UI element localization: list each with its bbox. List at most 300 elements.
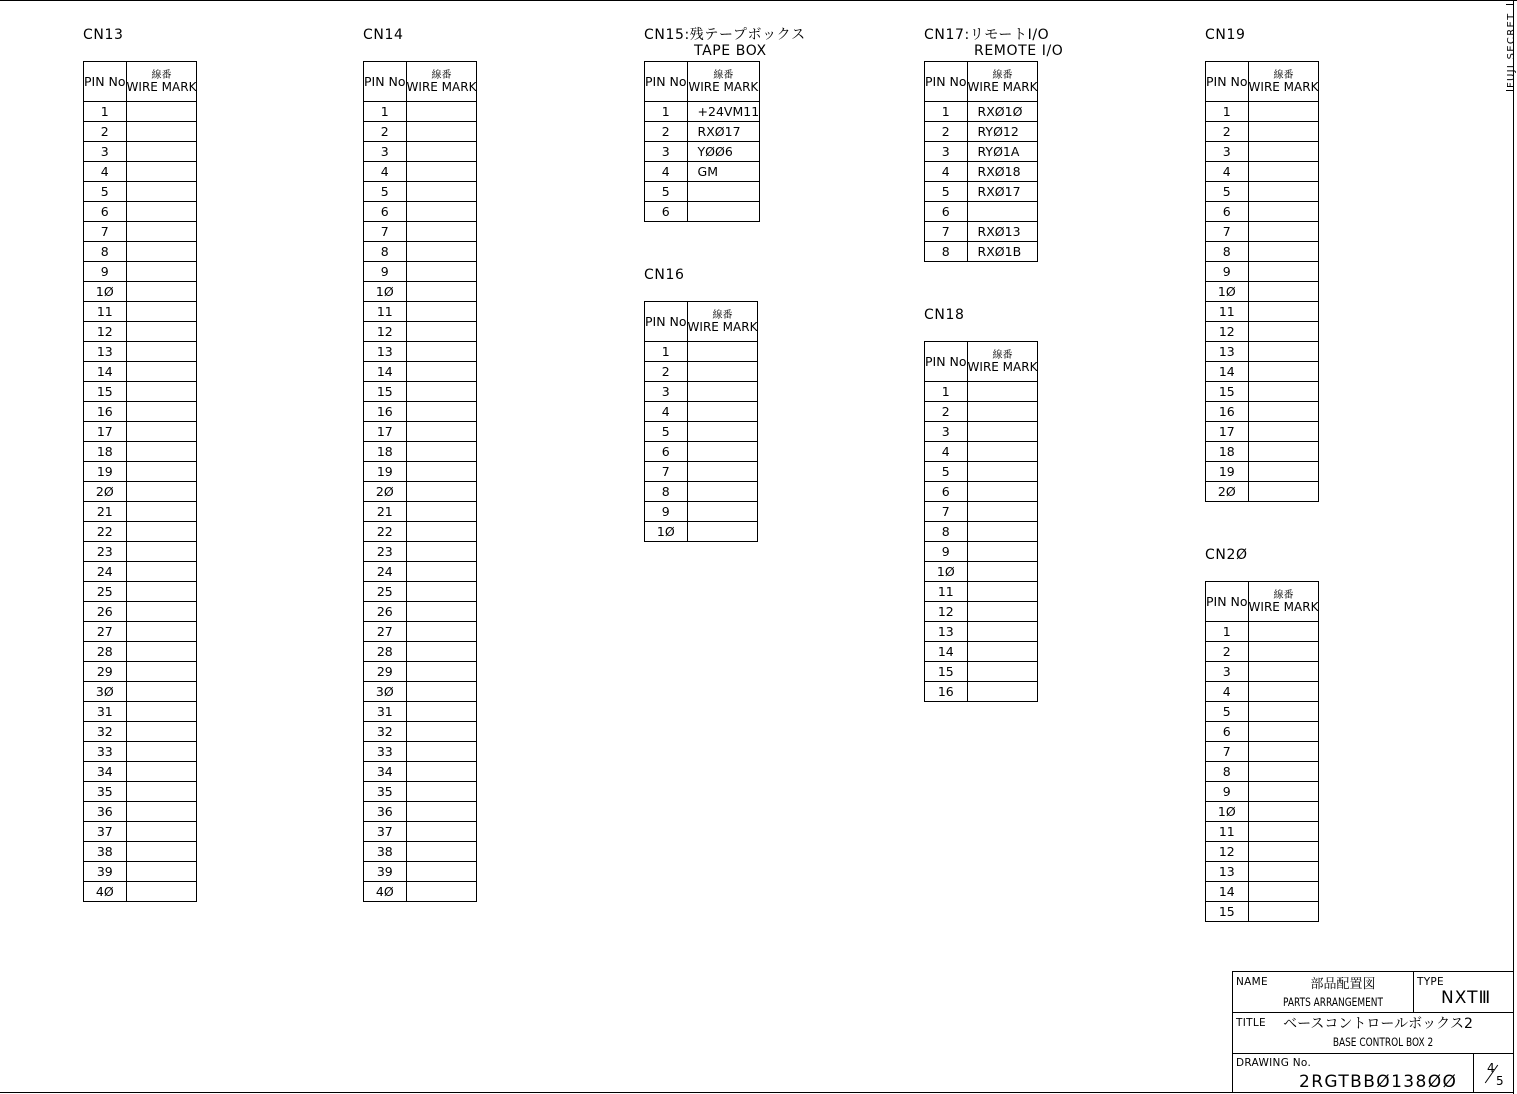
wire-mark (126, 862, 197, 882)
pin-row (645, 142, 760, 162)
pin-row (84, 882, 197, 902)
wire-mark (967, 462, 1038, 482)
wire-mark (687, 482, 758, 502)
pin-table (644, 301, 758, 542)
pin-number: 1 (645, 102, 688, 122)
pin-row (84, 142, 197, 162)
pin-table (83, 61, 197, 902)
pin-number: 2Ø (364, 482, 407, 502)
wire-mark (1248, 242, 1319, 262)
pin-number: 2 (645, 122, 688, 142)
wire-mark-header (967, 342, 1038, 382)
pin-number: 38 (84, 842, 127, 862)
pin-number: 4 (1206, 682, 1249, 702)
pin-row (1206, 322, 1319, 342)
pin-number: 25 (84, 582, 127, 602)
pin-number: 15 (364, 382, 407, 402)
pin-number: 21 (364, 502, 407, 522)
pin-row (645, 122, 760, 142)
wire-mark (126, 502, 197, 522)
pin-row (925, 142, 1038, 162)
pin-number: 1Ø (1206, 282, 1249, 302)
pin-no-header: PIN No (645, 62, 688, 102)
pin-row (364, 662, 477, 682)
pin-number: 26 (364, 602, 407, 622)
pin-row (364, 762, 477, 782)
frame-top-border (0, 0, 1517, 1)
pin-row (364, 162, 477, 182)
pin-row (364, 402, 477, 422)
pin-number: 11 (84, 302, 127, 322)
connector-title: CN2Ø (1205, 547, 1248, 563)
pin-number: 1 (84, 102, 127, 122)
pin-row (364, 222, 477, 242)
wire-mark (126, 742, 197, 762)
pin-number: 6 (645, 202, 688, 222)
wire-mark (1248, 782, 1319, 802)
pin-number: 12 (1206, 842, 1249, 862)
pin-number: 4 (1206, 162, 1249, 182)
wire-mark (126, 682, 197, 702)
wire-mark (1248, 142, 1319, 162)
wire-mark (406, 262, 477, 282)
wire-mark (406, 122, 477, 142)
pin-row (645, 102, 760, 122)
pin-row (1206, 882, 1319, 902)
pin-number: 14 (1206, 362, 1249, 382)
pin-row (84, 362, 197, 382)
pin-number: 29 (84, 662, 127, 682)
drawing-no-caption: DRAWING No. (1236, 1057, 1312, 1069)
pin-row (925, 202, 1038, 222)
pin-number: 16 (1206, 402, 1249, 422)
pin-row (1206, 482, 1319, 502)
pin-number: 8 (84, 242, 127, 262)
wire-mark (406, 422, 477, 442)
pin-row (364, 742, 477, 762)
pin-number: 15 (84, 382, 127, 402)
pin-row (364, 502, 477, 522)
pin-number: 37 (364, 822, 407, 842)
wire-mark (126, 362, 197, 382)
wire-mark (1248, 362, 1319, 382)
pin-row (1206, 162, 1319, 182)
pin-row (1206, 242, 1319, 262)
pin-number: 7 (84, 222, 127, 242)
wire-mark (1248, 722, 1319, 742)
pin-row (84, 202, 197, 222)
wire-mark-header-jp: 線番 (992, 70, 1013, 81)
wire-mark: RYØ1A (967, 142, 1038, 162)
pin-number: 3 (364, 142, 407, 162)
pin-row (925, 162, 1038, 182)
pin-row (364, 102, 477, 122)
pin-number: 3 (84, 142, 127, 162)
wire-mark (967, 202, 1038, 222)
pin-table-header (1206, 62, 1319, 102)
title-block-divider (1233, 1012, 1514, 1013)
pin-number: 3 (1206, 662, 1249, 682)
pin-row (645, 462, 758, 482)
pin-row (84, 262, 197, 282)
wire-mark (126, 822, 197, 842)
pin-row (84, 442, 197, 462)
wire-mark (406, 682, 477, 702)
wire-mark (406, 202, 477, 222)
wire-mark-header-jp: 線番 (1273, 70, 1294, 81)
pin-number: 17 (364, 422, 407, 442)
wire-mark (1248, 702, 1319, 722)
pin-row (84, 482, 197, 502)
pin-row (1206, 702, 1319, 722)
pin-row (925, 562, 1038, 582)
wire-mark: RXØ1Ø (967, 102, 1038, 122)
wire-mark (406, 782, 477, 802)
pin-row (84, 422, 197, 442)
wire-mark (406, 702, 477, 722)
wire-mark (126, 482, 197, 502)
wire-mark (406, 862, 477, 882)
wire-mark (1248, 302, 1319, 322)
pin-row (84, 842, 197, 862)
wire-mark (406, 502, 477, 522)
pin-number: 5 (925, 462, 968, 482)
pin-row (84, 342, 197, 362)
pin-number: 5 (645, 182, 688, 202)
wire-mark (406, 742, 477, 762)
pin-number: 3Ø (84, 682, 127, 702)
title-en: BASE CONTROL BOX 2 (1332, 1035, 1434, 1049)
pin-number: 7 (1206, 222, 1249, 242)
wire-mark (126, 642, 197, 662)
connector-title: CN14 (363, 27, 404, 43)
wire-mark: YØØ6 (687, 142, 760, 162)
pin-number: 6 (1206, 202, 1249, 222)
wire-mark (967, 662, 1038, 682)
pin-number: 9 (925, 542, 968, 562)
wire-mark (967, 622, 1038, 642)
pin-number: 31 (364, 702, 407, 722)
pin-number: 6 (925, 482, 968, 502)
wire-mark (967, 442, 1038, 462)
pin-row (84, 642, 197, 662)
wire-mark (406, 462, 477, 482)
pin-row (84, 222, 197, 242)
pin-number: 4Ø (364, 882, 407, 902)
pin-row (364, 482, 477, 502)
pin-number: 24 (84, 562, 127, 582)
pin-number: 17 (1206, 422, 1249, 442)
wire-mark (126, 102, 197, 122)
pin-row (1206, 762, 1319, 782)
pin-row (84, 162, 197, 182)
pin-row (84, 322, 197, 342)
pin-row (84, 862, 197, 882)
connector-title: CN19 (1205, 27, 1246, 43)
wire-mark-header (126, 62, 197, 102)
pin-number: 14 (925, 642, 968, 662)
pin-number: 24 (364, 562, 407, 582)
wire-mark (1248, 742, 1319, 762)
pin-number: 21 (84, 502, 127, 522)
pin-row (364, 282, 477, 302)
wire-mark (687, 502, 758, 522)
wire-mark (406, 242, 477, 262)
pin-row (1206, 422, 1319, 442)
pin-number: 12 (925, 602, 968, 622)
pin-number: 16 (364, 402, 407, 422)
connector-title: CN18 (924, 307, 965, 323)
pin-row (364, 382, 477, 402)
pin-row (925, 122, 1038, 142)
wire-mark (126, 882, 197, 902)
pin-row (925, 622, 1038, 642)
pin-number: 15 (1206, 382, 1249, 402)
pin-row (84, 302, 197, 322)
pin-row (1206, 462, 1319, 482)
pin-number: 2 (925, 122, 968, 142)
pin-table-header (645, 302, 758, 342)
pin-row (364, 822, 477, 842)
pin-number: 18 (84, 442, 127, 462)
title-block (1232, 971, 1513, 1092)
pin-number: 13 (925, 622, 968, 642)
pin-number: 28 (84, 642, 127, 662)
wire-mark (1248, 282, 1319, 302)
wire-mark (967, 542, 1038, 562)
wire-mark (1248, 682, 1319, 702)
pin-number: 1 (1206, 622, 1249, 642)
pin-row (364, 202, 477, 222)
wire-mark (967, 382, 1038, 402)
pin-number: 1 (364, 102, 407, 122)
pin-number: 19 (364, 462, 407, 482)
wire-mark (406, 622, 477, 642)
wire-mark (1248, 862, 1319, 882)
pin-row (364, 682, 477, 702)
wire-mark (126, 342, 197, 362)
pin-number: 1Ø (84, 282, 127, 302)
pin-no-header: PIN No (925, 62, 968, 102)
pin-number: 3 (925, 422, 968, 442)
pin-row (84, 122, 197, 142)
wire-mark (1248, 762, 1319, 782)
pin-row (84, 182, 197, 202)
pin-number: 6 (84, 202, 127, 222)
pin-row (364, 362, 477, 382)
wire-mark: RXØ1B (967, 242, 1038, 262)
pin-row (645, 162, 760, 182)
pin-row (925, 422, 1038, 442)
pin-row (925, 222, 1038, 242)
pin-row (645, 362, 758, 382)
pin-row (1206, 302, 1319, 322)
wire-mark (406, 362, 477, 382)
pin-number: 1Ø (1206, 802, 1249, 822)
pin-number: 12 (84, 322, 127, 342)
pin-row (645, 422, 758, 442)
pin-row (1206, 182, 1319, 202)
wire-mark (1248, 162, 1319, 182)
pin-no-header: PIN No (1206, 582, 1249, 622)
pin-row (925, 102, 1038, 122)
wire-mark (1248, 482, 1319, 502)
pin-number: 27 (364, 622, 407, 642)
wire-mark (126, 762, 197, 782)
pin-row (645, 182, 760, 202)
wire-mark (406, 482, 477, 502)
pin-number: 34 (84, 762, 127, 782)
pin-row (1206, 442, 1319, 462)
wire-mark (687, 402, 758, 422)
pin-number: 39 (84, 862, 127, 882)
wire-mark (406, 822, 477, 842)
wire-mark (967, 502, 1038, 522)
pin-row (925, 682, 1038, 702)
pin-row (364, 342, 477, 362)
pin-number: 12 (1206, 322, 1249, 342)
pin-number: 33 (84, 742, 127, 762)
pin-table-header (925, 342, 1038, 382)
pin-no-header: PIN No (1206, 62, 1249, 102)
pin-number: 8 (364, 242, 407, 262)
pin-number: 37 (84, 822, 127, 842)
pin-row (925, 462, 1038, 482)
pin-number: 1Ø (925, 562, 968, 582)
wire-mark (126, 242, 197, 262)
pin-row (925, 662, 1038, 682)
pin-row (925, 642, 1038, 662)
pin-number: 4 (645, 162, 688, 182)
wire-mark (126, 382, 197, 402)
wire-mark (1248, 662, 1319, 682)
name-jp: 部品配置図 (1310, 977, 1376, 992)
wire-mark (126, 182, 197, 202)
wire-mark (967, 422, 1038, 442)
pin-number: 13 (364, 342, 407, 362)
pin-row (925, 502, 1038, 522)
pin-number: 5 (1206, 182, 1249, 202)
wire-mark (406, 722, 477, 742)
wire-mark (967, 522, 1038, 542)
pin-row (84, 282, 197, 302)
title-block-divider (1413, 972, 1414, 1012)
pin-number: 2 (84, 122, 127, 142)
wire-mark (126, 622, 197, 642)
connector-subtitle: TAPE BOX (694, 43, 767, 59)
pin-number: 11 (364, 302, 407, 322)
pin-row (84, 622, 197, 642)
pin-row (1206, 642, 1319, 662)
wire-mark-header (1248, 582, 1319, 622)
pin-number: 12 (364, 322, 407, 342)
pin-row (1206, 802, 1319, 822)
pin-number: 5 (925, 182, 968, 202)
pin-row (1206, 202, 1319, 222)
pin-row (645, 482, 758, 502)
pin-row (84, 742, 197, 762)
pin-number: 32 (364, 722, 407, 742)
pin-row (645, 202, 760, 222)
wire-mark (1248, 102, 1319, 122)
wire-mark (126, 722, 197, 742)
pin-row (84, 682, 197, 702)
wire-mark-header-en: WIRE MARK (126, 80, 197, 94)
pin-number: 36 (364, 802, 407, 822)
pin-row (84, 582, 197, 602)
wire-mark-header (687, 62, 760, 102)
pin-row (364, 622, 477, 642)
wire-mark (126, 142, 197, 162)
pin-no-header: PIN No (925, 342, 968, 382)
pin-row (364, 782, 477, 802)
pin-number: 9 (645, 502, 688, 522)
wire-mark (126, 322, 197, 342)
pin-number: 34 (364, 762, 407, 782)
pin-number: 9 (1206, 262, 1249, 282)
pin-number: 31 (84, 702, 127, 722)
wire-mark (1248, 262, 1319, 282)
pin-number: 2Ø (84, 482, 127, 502)
pin-number: 35 (84, 782, 127, 802)
pin-row (364, 462, 477, 482)
pin-number: 14 (84, 362, 127, 382)
connector-title: CN16 (644, 267, 685, 283)
wire-mark (126, 162, 197, 182)
wire-mark (126, 662, 197, 682)
pin-number: 8 (925, 242, 968, 262)
wire-mark (126, 582, 197, 602)
pin-row (84, 762, 197, 782)
pin-number: 11 (925, 582, 968, 602)
pin-number: 23 (364, 542, 407, 562)
wire-mark: RXØ17 (687, 122, 760, 142)
wire-mark (1248, 462, 1319, 482)
pin-number: 5 (364, 182, 407, 202)
pin-number: 38 (364, 842, 407, 862)
wire-mark-header-en: WIRE MARK (687, 320, 758, 334)
wire-mark (1248, 402, 1319, 422)
pin-number: 16 (925, 682, 968, 702)
pin-number: 9 (84, 262, 127, 282)
pin-number: 33 (364, 742, 407, 762)
wire-mark (126, 302, 197, 322)
pin-number: 1 (645, 342, 688, 362)
pin-number: 22 (364, 522, 407, 542)
pin-row (84, 462, 197, 482)
pin-row (1206, 862, 1319, 882)
wire-mark (406, 542, 477, 562)
pin-number: 39 (364, 862, 407, 882)
title-block-divider (1473, 1053, 1474, 1093)
pin-row (1206, 102, 1319, 122)
wire-mark (687, 202, 760, 222)
pin-row (84, 382, 197, 402)
wire-mark (126, 262, 197, 282)
pin-number: 6 (1206, 722, 1249, 742)
wire-mark (126, 402, 197, 422)
pin-row (364, 442, 477, 462)
pin-row (645, 522, 758, 542)
pin-row (364, 302, 477, 322)
pin-row (1206, 402, 1319, 422)
wire-mark (126, 522, 197, 542)
type-value: NXTⅢ (1441, 988, 1492, 1008)
pin-number: 18 (1206, 442, 1249, 462)
pin-number: 14 (364, 362, 407, 382)
wire-mark (967, 602, 1038, 622)
wire-mark (126, 462, 197, 482)
